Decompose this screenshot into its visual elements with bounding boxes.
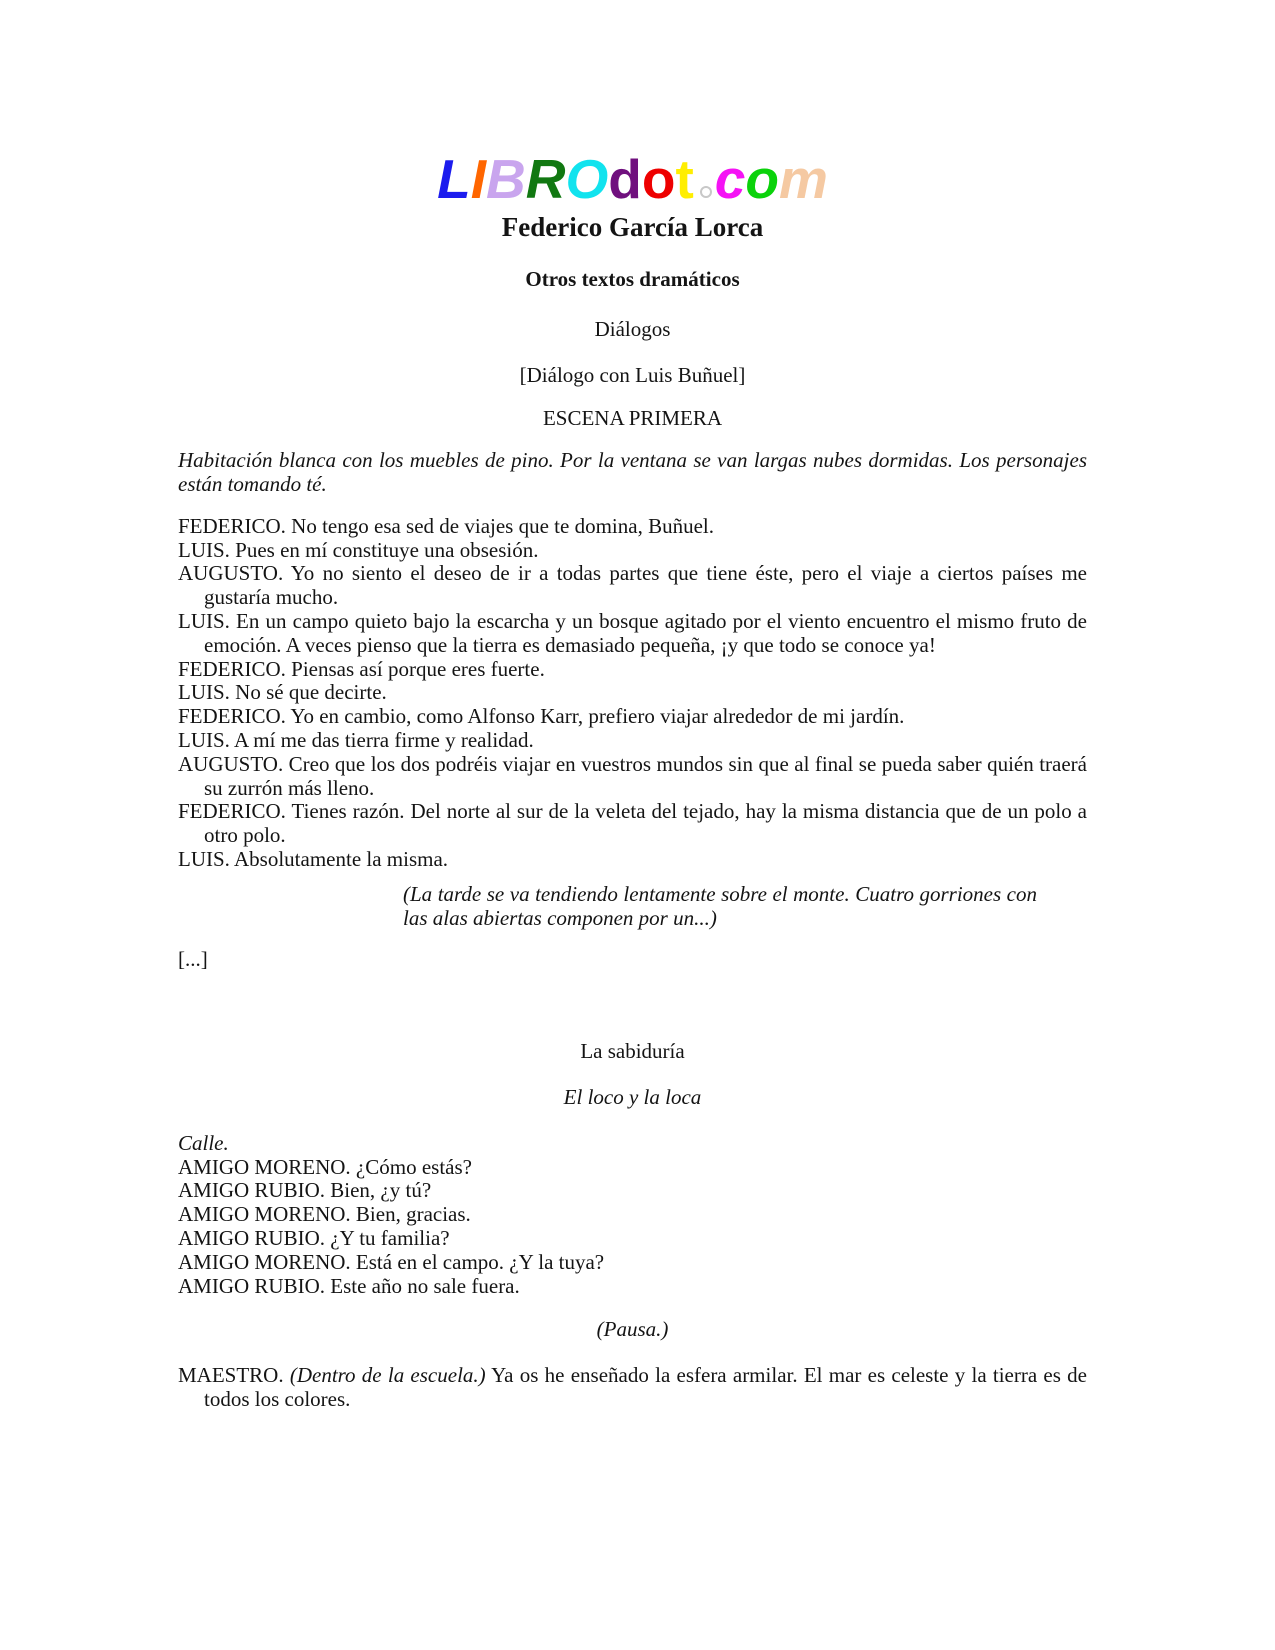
logo-letter: c (714, 148, 746, 210)
logo-letter: B (485, 148, 526, 210)
subtitle: Diálogos (594, 316, 671, 341)
inline-stage-direction: (Dentro de la escuela.) (289, 1363, 486, 1388)
closing-stage-direction: (La tarde se va tendiendo lentamente sobre el monte. Cuatro gorriones con las alas abiertas componen por un...) (403, 881, 1037, 930)
logo-letter: I (470, 148, 486, 210)
collection-title: Otros textos dramáticos (525, 267, 740, 291)
logo-letter: R (525, 148, 566, 210)
stage-direction: Habitación blanca con los muebles de pino. Por la ventana se van largas nubes dormidas. Los personajes están tomando té. (178, 448, 1087, 496)
speaker-label: MAESTRO. (178, 1363, 290, 1388)
dialogue-line: AMIGO MORENO. ¿Cómo estás? (178, 1154, 472, 1179)
dialogue-line: LUIS. No sé que decirte. (178, 680, 387, 705)
dot-separator-icon (700, 186, 712, 198)
speech-text: Ya os he enseñado la esfera armilar. El mar es celeste y la tierra es de todos los colores. (204, 1363, 1087, 1411)
dialogue-line: FEDERICO. Yo en cambio, como Alfonso Karr, prefiero viajar alrededor de mi jardín. (178, 704, 905, 729)
dialogue-block (178, 515, 1087, 872)
dialogue-line: AMIGO RUBIO. Bien, ¿y tú? (178, 1178, 432, 1203)
dialogue-line: LUIS. Absolutamente la misma. (178, 846, 449, 871)
dialogue-line: LUIS. Pues en mí constituye una obsesión. (178, 537, 539, 562)
logo-letter: O (565, 148, 609, 210)
author-title: Federico García Lorca (501, 212, 764, 242)
dialogue-line: AUGUSTO. Creo que los dos podréis viajar en vuestros mundos sin que al final se pueda saber quién traerá su zurrón más lleno. (178, 751, 1087, 800)
logo-letter: o (641, 148, 676, 210)
section-subtitle: El loco y la loca (563, 1084, 702, 1109)
dialogue-line: LUIS. En un campo quieto bajo la escarcha y un bosque agitado por el viento encuentro el mismo fruto de emoción. A veces pienso que la tierra es demasiado pequeña, ¡y que todo se conoce ya! (178, 608, 1087, 657)
piece-title: [Diálogo con Luis Buñuel] (519, 362, 746, 387)
dialogue-line (178, 1364, 1087, 1412)
dialogue-line: AMIGO MORENO. Bien, gracias. (178, 1202, 471, 1227)
section-title: La sabiduría (580, 1039, 685, 1064)
dialogue-block (178, 1156, 1087, 1299)
librodot-logo (178, 150, 1087, 208)
scene-heading: ESCENA PRIMERA (542, 406, 723, 431)
scene-location: Calle. (178, 1130, 229, 1155)
dialogue-line: AMIGO RUBIO. Este año no sale fuera. (178, 1273, 520, 1298)
logo-letter: L (437, 148, 471, 210)
dialogue-line: FEDERICO. Piensas así porque eres fuerte. (178, 656, 545, 681)
dialogue-line: FEDERICO. No tengo esa sed de viajes que te domina, Buñuel. (178, 513, 714, 538)
omission-mark: [...] (178, 947, 208, 972)
dialogue-line: FEDERICO. Tienes razón. Del norte al sur de la veleta del tejado, hay la misma distancia que de un polo a otro polo. (178, 799, 1087, 848)
logo-letter: o (745, 148, 779, 210)
logo-letter: d (608, 148, 642, 210)
dialogue-line: AUGUSTO. Yo no siento el deseo de ir a todas partes que tiene éste, pero el viaje a ciertos países me gustaría mucho. (178, 561, 1087, 610)
logo-letter: m (778, 148, 828, 210)
dialogue-line: AMIGO RUBIO. ¿Y tu familia? (178, 1225, 450, 1250)
dialogue-line: AMIGO MORENO. Está en el campo. ¿Y la tuya? (178, 1249, 605, 1274)
dialogue-line: LUIS. A mí me das tierra firme y realidad. (178, 727, 534, 752)
logo-letter: t (675, 148, 694, 210)
pause-direction: (Pausa.) (596, 1317, 669, 1342)
